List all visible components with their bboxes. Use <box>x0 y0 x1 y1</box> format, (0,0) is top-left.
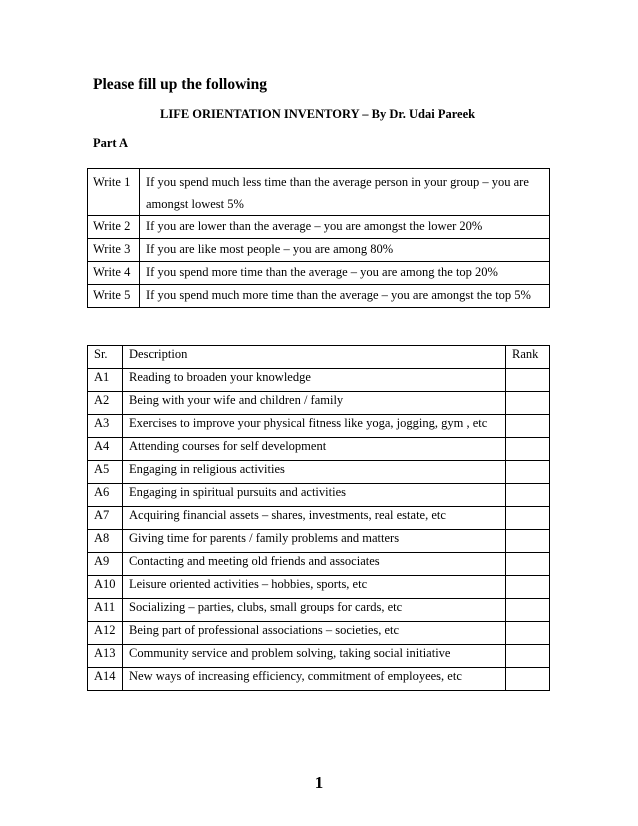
scale-description: If you spend much less time than the average person in your group – you are amongst lowest 5% <box>140 169 550 216</box>
item-sr: A11 <box>88 599 123 622</box>
table-row <box>88 438 550 461</box>
item-sr: A12 <box>88 622 123 645</box>
item-sr: A9 <box>88 553 123 576</box>
rank-cell[interactable] <box>506 369 550 392</box>
rank-cell[interactable] <box>506 599 550 622</box>
scale-code: Write 3 <box>88 239 140 262</box>
item-description: Leisure oriented activities – hobbies, sports, etc <box>123 576 506 599</box>
item-description: Contacting and meeting old friends and associates <box>123 553 506 576</box>
item-description: Engaging in religious activities <box>123 461 506 484</box>
item-description: Being part of professional associations – societies, etc <box>123 622 506 645</box>
description-column-header: Description <box>123 346 506 369</box>
rank-cell[interactable] <box>506 415 550 438</box>
item-sr: A10 <box>88 576 123 599</box>
scale-row <box>88 169 550 216</box>
table-row <box>88 553 550 576</box>
item-sr: A13 <box>88 645 123 668</box>
table-row <box>88 530 550 553</box>
scale-code: Write 1 <box>88 169 140 216</box>
scale-row <box>88 262 550 285</box>
scale-row <box>88 216 550 239</box>
item-description: New ways of increasing efficiency, commitment of employees, etc <box>123 668 506 691</box>
rank-column-header: Rank <box>506 346 550 369</box>
item-description: Community service and problem solving, taking social initiative <box>123 645 506 668</box>
scale-description: If you are lower than the average – you are amongst the lower 20% <box>140 216 550 239</box>
item-sr: A2 <box>88 392 123 415</box>
scale-row <box>88 239 550 262</box>
table-row <box>88 461 550 484</box>
item-description: Giving time for parents / family problems and matters <box>123 530 506 553</box>
page-heading: Please fill up the following <box>93 76 267 93</box>
table-row <box>88 576 550 599</box>
item-sr: A7 <box>88 507 123 530</box>
rank-cell[interactable] <box>506 576 550 599</box>
item-sr: A14 <box>88 668 123 691</box>
table-row <box>88 392 550 415</box>
rank-cell[interactable] <box>506 392 550 415</box>
rank-cell[interactable] <box>506 530 550 553</box>
rank-cell[interactable] <box>506 645 550 668</box>
rank-cell[interactable] <box>506 438 550 461</box>
table-row <box>88 668 550 691</box>
item-sr: A4 <box>88 438 123 461</box>
item-description: Attending courses for self development <box>123 438 506 461</box>
table-row <box>88 415 550 438</box>
rating-scale-table <box>87 168 550 308</box>
item-description: Being with your wife and children / family <box>123 392 506 415</box>
rank-cell[interactable] <box>506 484 550 507</box>
item-description: Exercises to improve your physical fitness like yoga, jogging, gym , etc <box>123 415 506 438</box>
item-description: Engaging in spiritual pursuits and activities <box>123 484 506 507</box>
rank-cell[interactable] <box>506 668 550 691</box>
document-title: LIFE ORIENTATION INVENTORY – By Dr. Udai Pareek <box>160 107 476 121</box>
item-sr: A8 <box>88 530 123 553</box>
scale-code: Write 4 <box>88 262 140 285</box>
item-description: Acquiring financial assets – shares, investments, real estate, etc <box>123 507 506 530</box>
rank-cell[interactable] <box>506 622 550 645</box>
item-sr: A1 <box>88 369 123 392</box>
scale-code: Write 5 <box>88 285 140 308</box>
table-row <box>88 645 550 668</box>
sr-column-header: Sr. <box>88 346 123 369</box>
inventory-items-table <box>87 345 550 691</box>
table-row <box>88 622 550 645</box>
table-row <box>88 369 550 392</box>
item-description: Socializing – parties, clubs, small groups for cards, etc <box>123 599 506 622</box>
scale-row <box>88 285 550 308</box>
scale-description: If you are like most people – you are among 80% <box>140 239 550 262</box>
item-sr: A3 <box>88 415 123 438</box>
table-header-row <box>88 346 550 369</box>
item-sr: A6 <box>88 484 123 507</box>
rank-cell[interactable] <box>506 553 550 576</box>
section-title: Part A <box>93 136 129 150</box>
scale-description: If you spend much more time than the average – you are amongst the top 5% <box>140 285 550 308</box>
rank-cell[interactable] <box>506 461 550 484</box>
table-row <box>88 507 550 530</box>
item-sr: A5 <box>88 461 123 484</box>
rank-cell[interactable] <box>506 507 550 530</box>
scale-description: If you spend more time than the average – you are among the top 20% <box>140 262 550 285</box>
table-row <box>88 484 550 507</box>
item-description: Reading to broaden your knowledge <box>123 369 506 392</box>
table-row <box>88 599 550 622</box>
scale-code: Write 2 <box>88 216 140 239</box>
page-number: 1 <box>314 773 324 792</box>
